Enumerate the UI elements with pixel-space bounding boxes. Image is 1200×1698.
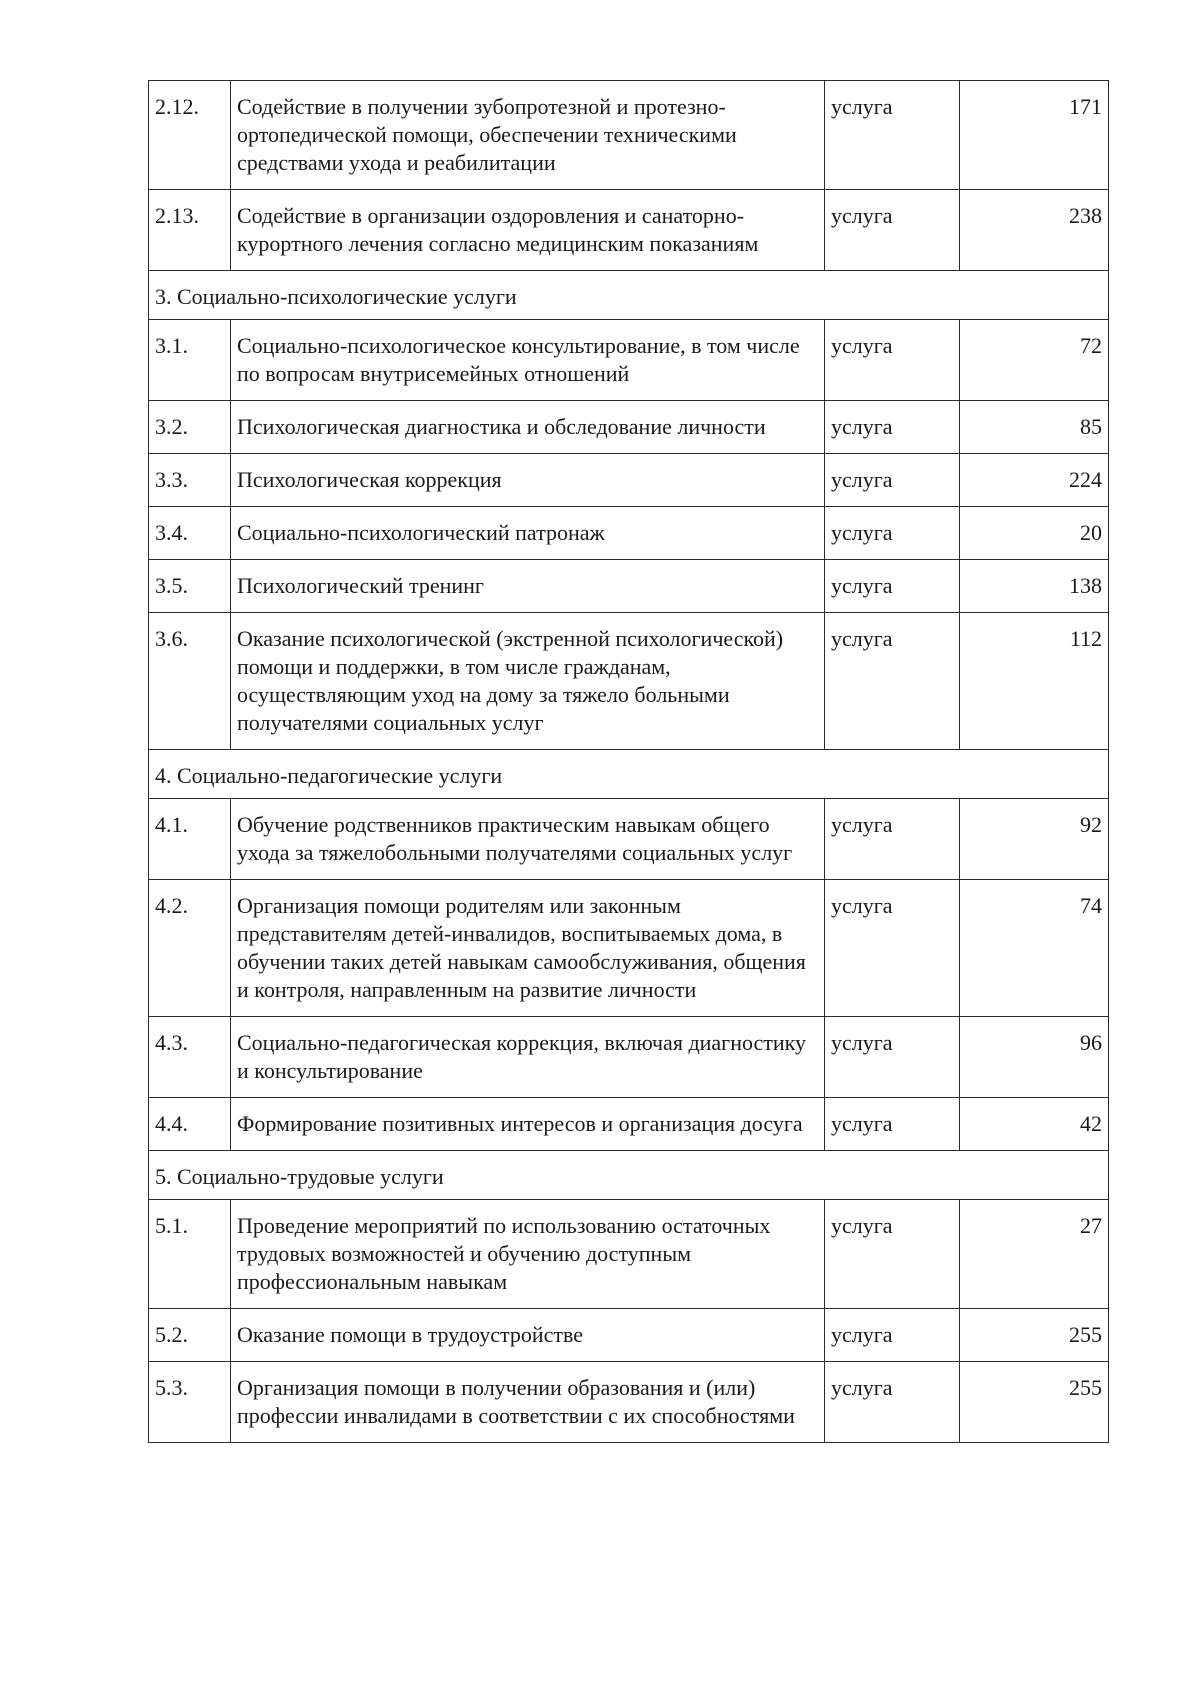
table-row [149,401,1109,454]
table-row [149,454,1109,507]
service-number-cell: 4.2. [149,880,231,1017]
service-number-cell: 3.3. [149,454,231,507]
services-table [148,80,1109,1443]
service-unit-cell: услуга [825,190,960,271]
service-number-cell: 4.3. [149,1017,231,1098]
service-quantity-cell: 42 [960,1098,1109,1151]
service-number-cell: 5.2. [149,1309,231,1362]
service-name-cell: Оказание психологической (экстренной психологической) помощи и поддержки, в том числе гражданам, осуществляющим уход на дому за тяжело больными получателями социальных услуг [231,613,825,750]
service-number-cell: 3.2. [149,401,231,454]
service-unit-cell: услуга [825,1017,960,1098]
table-row [149,880,1109,1017]
service-name-cell: Содействие в получении зубопротезной и протезно-ортопедической помощи, обеспечении техническими средствами ухода и реабилитации [231,81,825,190]
document-page [148,80,1108,1443]
service-name-cell: Психологическая коррекция [231,454,825,507]
table-row [149,1362,1109,1443]
service-number-cell: 5.1. [149,1200,231,1309]
service-quantity-cell: 138 [960,560,1109,613]
service-name-cell: Проведение мероприятий по использованию остаточных трудовых возможностей и обучению доступным профессиональным навыкам [231,1200,825,1309]
service-unit-cell: услуга [825,507,960,560]
services-table-body [149,81,1109,1443]
service-quantity-cell: 72 [960,320,1109,401]
section-header-row [149,1151,1109,1200]
table-row [149,81,1109,190]
table-row [149,1309,1109,1362]
service-quantity-cell: 20 [960,507,1109,560]
service-quantity-cell: 74 [960,880,1109,1017]
service-name-cell: Обучение родственников практическим навыкам общего ухода за тяжелобольными получателями социальных услуг [231,799,825,880]
service-unit-cell: услуга [825,1200,960,1309]
service-unit-cell: услуга [825,320,960,401]
service-name-cell: Организация помощи родителям или законным представителям детей-инвалидов, воспитываемых дома, в обучении таких детей навыкам самообслуживания, общения и контроля, направленным на развитие личности [231,880,825,1017]
section-title: 5. Социально-трудовые услуги [149,1151,1109,1200]
service-number-cell: 3.6. [149,613,231,750]
table-row [149,1200,1109,1309]
service-quantity-cell: 92 [960,799,1109,880]
service-quantity-cell: 27 [960,1200,1109,1309]
service-number-cell: 3.1. [149,320,231,401]
service-number-cell: 2.13. [149,190,231,271]
service-quantity-cell: 85 [960,401,1109,454]
service-name-cell: Социально-психологический патронаж [231,507,825,560]
service-unit-cell: услуга [825,401,960,454]
table-row [149,190,1109,271]
service-quantity-cell: 238 [960,190,1109,271]
service-unit-cell: услуга [825,1098,960,1151]
table-row [149,320,1109,401]
service-unit-cell: услуга [825,880,960,1017]
service-number-cell: 5.3. [149,1362,231,1443]
service-number-cell: 3.4. [149,507,231,560]
service-name-cell: Психологический тренинг [231,560,825,613]
section-header-row [149,271,1109,320]
service-number-cell: 4.1. [149,799,231,880]
service-name-cell: Формирование позитивных интересов и организация досуга [231,1098,825,1151]
service-unit-cell: услуга [825,454,960,507]
service-quantity-cell: 255 [960,1362,1109,1443]
service-unit-cell: услуга [825,560,960,613]
section-title: 3. Социально-психологические услуги [149,271,1109,320]
service-name-cell: Психологическая диагностика и обследование личности [231,401,825,454]
service-quantity-cell: 96 [960,1017,1109,1098]
table-row [149,560,1109,613]
service-name-cell: Оказание помощи в трудоустройстве [231,1309,825,1362]
service-number-cell: 4.4. [149,1098,231,1151]
table-row [149,1098,1109,1151]
service-number-cell: 3.5. [149,560,231,613]
service-name-cell: Социально-педагогическая коррекция, включая диагностику и консультирование [231,1017,825,1098]
section-header-row [149,750,1109,799]
table-row [149,507,1109,560]
section-title: 4. Социально-педагогические услуги [149,750,1109,799]
service-unit-cell: услуга [825,81,960,190]
service-unit-cell: услуга [825,1309,960,1362]
service-name-cell: Социально-психологическое консультирование, в том числе по вопросам внутрисемейных отношений [231,320,825,401]
service-quantity-cell: 255 [960,1309,1109,1362]
service-quantity-cell: 171 [960,81,1109,190]
service-number-cell: 2.12. [149,81,231,190]
service-name-cell: Содействие в организации оздоровления и санаторно-курортного лечения согласно медицинским показаниям [231,190,825,271]
service-unit-cell: услуга [825,613,960,750]
service-name-cell: Организация помощи в получении образования и (или) профессии инвалидами в соответствии с их способностями [231,1362,825,1443]
table-row [149,799,1109,880]
table-row [149,613,1109,750]
service-quantity-cell: 112 [960,613,1109,750]
service-unit-cell: услуга [825,1362,960,1443]
table-row [149,1017,1109,1098]
service-unit-cell: услуга [825,799,960,880]
service-quantity-cell: 224 [960,454,1109,507]
